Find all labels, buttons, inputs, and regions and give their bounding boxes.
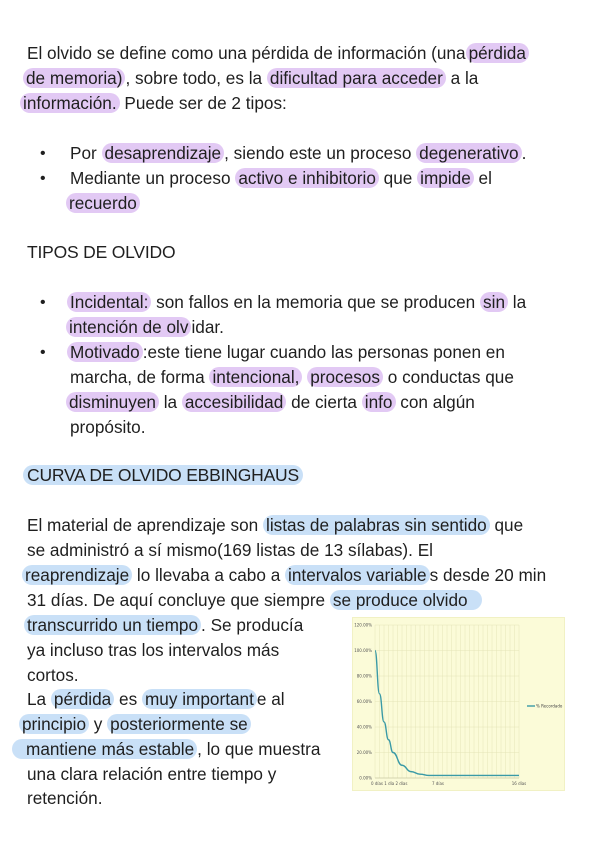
body-line-12: retención. xyxy=(27,788,103,808)
y-tick-label: 0.00% xyxy=(359,775,372,781)
x-tick-label: 7 días xyxy=(431,781,445,786)
legend-label: % Recordado xyxy=(536,703,563,709)
incidental-line-2: intención de olv idar. xyxy=(66,315,224,340)
y-tick-label: 80.00% xyxy=(356,673,372,679)
body-line-8: La pérdida es muy important e al xyxy=(27,689,285,709)
forgetting-curve-svg xyxy=(353,618,564,790)
motivado-line-1: Motivado :este tiene lugar cuando las personas ponen en xyxy=(67,340,505,365)
x-tick-label: 16 días xyxy=(511,781,527,786)
tipo-item-1: Por desaprendizaje , siendo este un proceso degenerativo . xyxy=(70,143,527,163)
body-line-4: 31 días. De aquí concluye que siempre se produce olvido xyxy=(27,588,482,613)
incidental-line-1: Incidental: son fallos en la memoria que se producen sin la xyxy=(67,290,526,315)
bullet-icon: • xyxy=(40,294,46,311)
intro-line-2: de memoria) , sobre todo, es la dificultad para acceder a la xyxy=(23,66,478,91)
body-line-6: ya incluso tras los intervalos más xyxy=(27,640,280,660)
intro-line-3: información. Puede ser de 2 tipos: xyxy=(20,91,287,116)
body-line-3: reaprendizaje lo llevaba a cabo a intervalos variable s desde 20 min xyxy=(22,563,546,588)
y-tick-label: 120.00% xyxy=(354,622,372,628)
tipo-item-2-cont: recuerdo xyxy=(66,191,140,216)
body-line-5: transcurrido un tiempo . Se producía xyxy=(24,613,303,638)
y-tick-label: 20.00% xyxy=(356,750,372,755)
section-title-tipos: TIPOS DE OLVIDO xyxy=(27,242,176,262)
body-line-9: principio y posteriormente se xyxy=(19,712,251,737)
y-tick-label: 60.00% xyxy=(356,699,372,704)
bullet-icon: • xyxy=(40,170,46,187)
forgetting-curve-chart xyxy=(352,617,565,791)
body-line-7: cortos. xyxy=(27,665,79,685)
body-line-2: se administró a sí mismo(169 listas de 13 sílabas). El xyxy=(27,540,433,560)
y-tick-label: 100.00% xyxy=(354,648,372,653)
motivado-line-4: propósito. xyxy=(70,417,146,437)
y-tick-label: 40.00% xyxy=(356,724,372,730)
motivado-line-2: marcha, de forma intencional, procesos o conductas que xyxy=(70,367,514,387)
x-tick-label: 0 días 1 día 2 días xyxy=(371,781,408,786)
bullet-icon: • xyxy=(40,344,46,361)
bullet-icon: • xyxy=(40,145,46,162)
tipo-item-2: Mediante un proceso activo e inhibitorio que impide el xyxy=(70,168,492,188)
section-title-curva: CURVA DE OLVIDO EBBINGHAUS xyxy=(23,463,303,488)
motivado-line-3: disminuyen la accesibilidad de cierta info con algún xyxy=(66,390,475,415)
intro-line-1: El olvido se define como una pérdida de información (una pérdida xyxy=(27,41,529,66)
body-line-1: El material de aprendizaje son listas de palabras sin sentido que xyxy=(27,515,524,535)
body-line-11: una clara relación entre tiempo y xyxy=(27,764,277,784)
body-line-10: mantiene más estable , lo que muestra xyxy=(12,737,320,762)
